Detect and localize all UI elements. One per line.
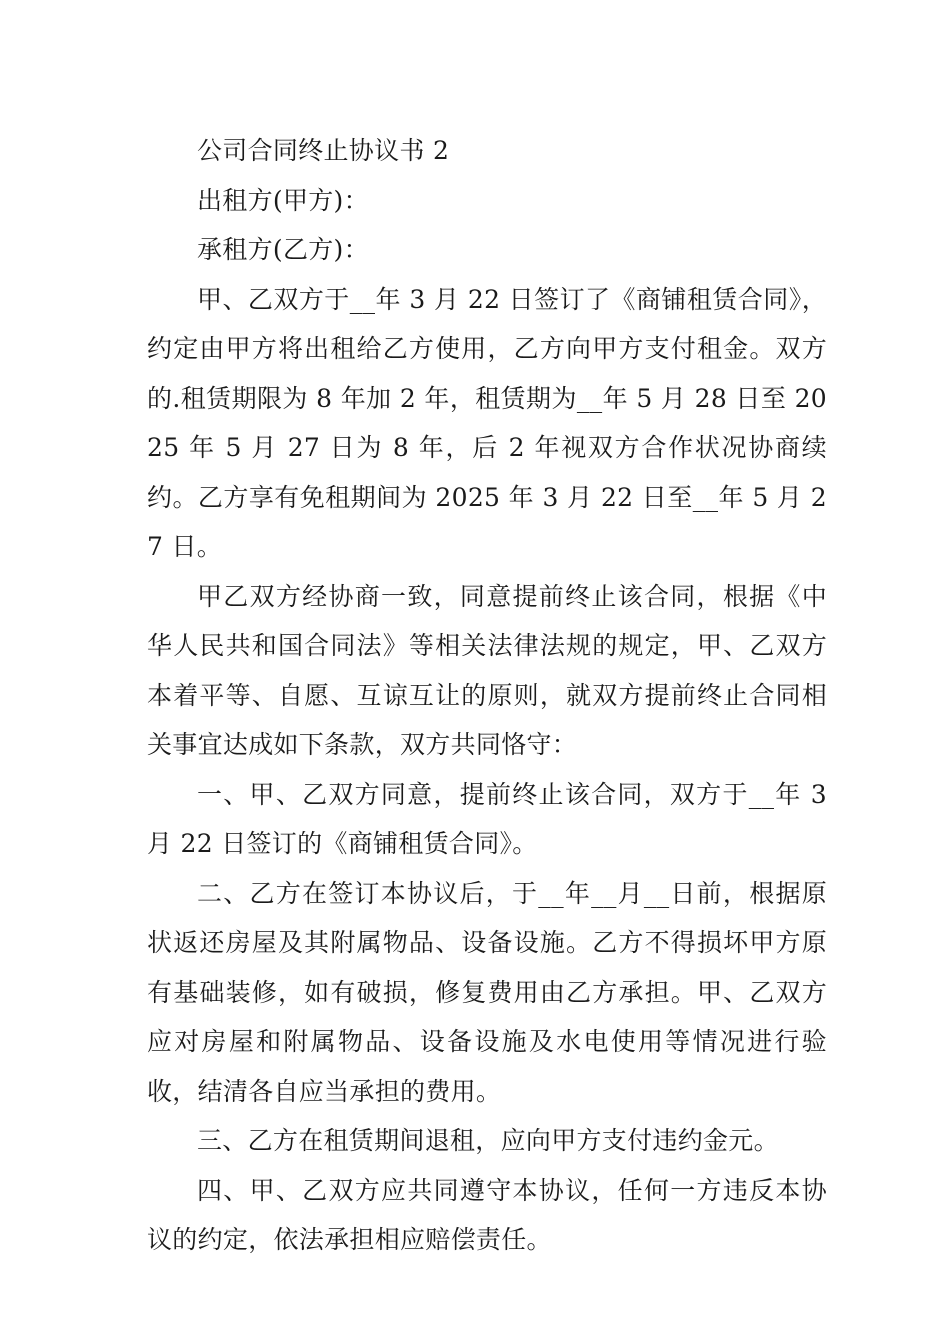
paragraph-clause-1: 一、甲、乙双方同意，提前终止该合同，双方于__年 3 月 22 日签订的《商铺租赁合同》。 (147, 779, 827, 858)
document-body (147, 126, 827, 1265)
paragraph-negotiation: 甲乙双方经协商一致，同意提前终止该合同，根据《中华人民共和国合同法》等相关法律法规的规定，甲、乙双方本着平等、自愿、互谅互让的原则，就双方提前终止合同相关事宜达成如下条款，双方共同恪守： (147, 581, 827, 759)
paragraph-clause-2: 二、乙方在签订本协议后，于__年__月__日前，根据原状返还房屋及其附属物品、设备设施。乙方不得损坏甲方原有基础装修，如有破损，修复费用由乙方承担。甲、乙双方应对房屋和附属物品、设备设施及水电使用等情况进行验收，结清各自应当承担的费用。 (147, 878, 827, 1106)
paragraph-contract-background: 甲、乙双方于__年 3 月 22 日签订了《商铺租赁合同》，约定由甲方将出租给乙方使用，乙方向甲方支付租金。双方的.租赁期限为 8 年加 2 年，租赁期为__年 5 月 28 日至 2025 年 5 月 27 日为 8 年，后 2 年视双方合作状况协商续约。乙方享有免租期间为 2025 年 3 月 22 日至__年 5 月 27 日。 (147, 284, 827, 561)
document-title: 公司合同终止协议书 2 (197, 136, 450, 165)
lessor-line: 出租方(甲方)： (197, 185, 369, 215)
lessee-line: 承租方(乙方)： (197, 235, 369, 264)
paragraph-clause-3: 三、乙方在租赁期间退租，应向甲方支付违约金元。 (197, 1126, 779, 1155)
paragraph-clause-4: 四、甲、乙双方应共同遵守本协议，任何一方违反本协议的约定，依法承担相应赔偿责任。 (147, 1175, 827, 1254)
